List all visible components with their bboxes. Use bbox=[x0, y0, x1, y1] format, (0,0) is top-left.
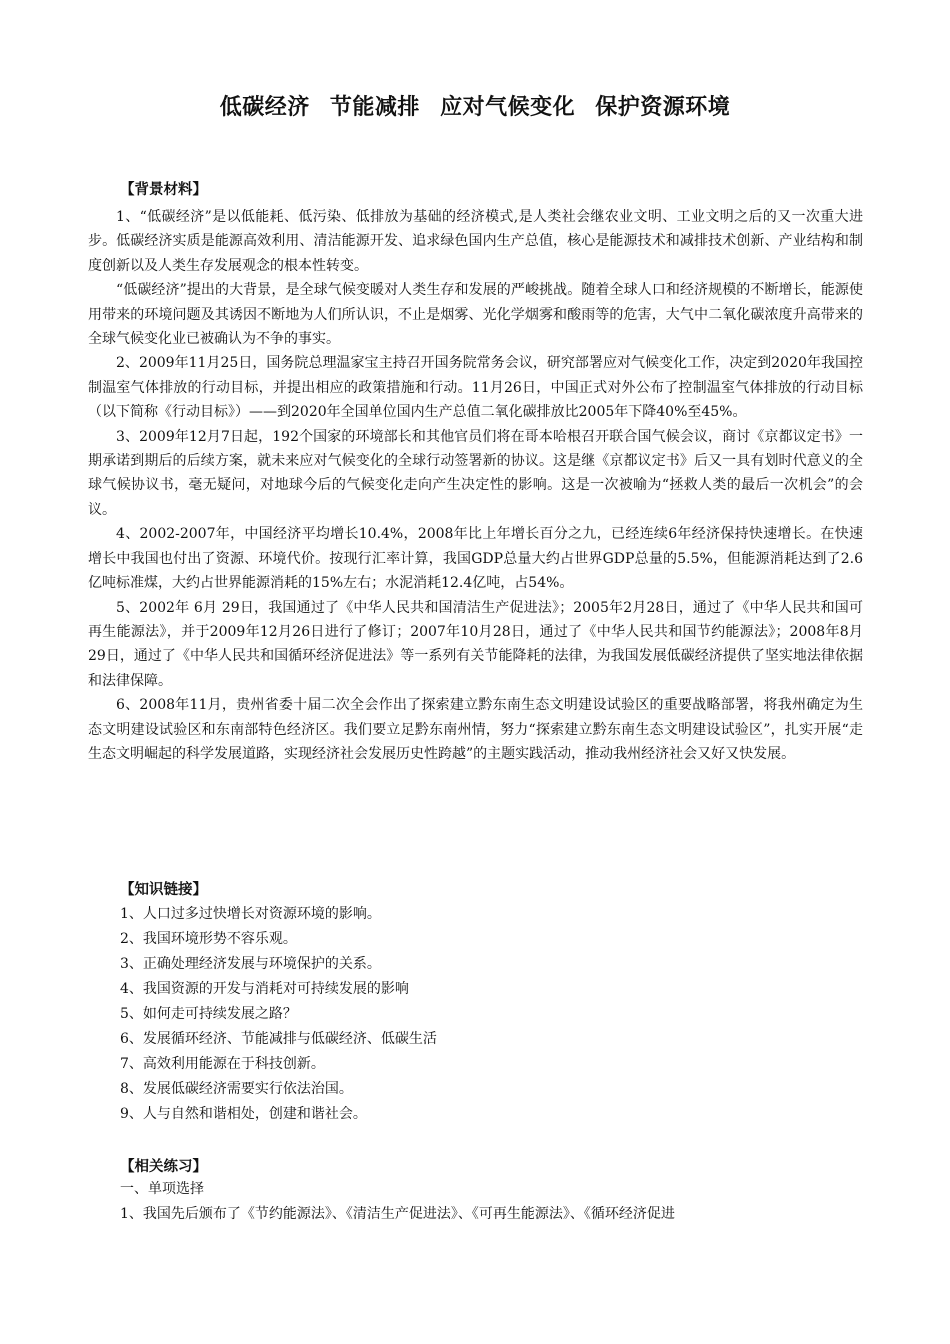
exercise-heading: 【相关练习】 bbox=[120, 1158, 207, 1175]
background-paragraph: 2、2009年11月25日，国务院总理温家宝主持召开国务院常务会议，研究部署应对气候变化工作，决定到2020年我国控制温室气体排放的行动目标，并提出相应的政策措施和行动。11月26日，中国正式对外公布了控制温室气体排放的行动目标（以下简称《行动目标》）——到2020年全国单位国内生产总值二氧化碳排放比2005年下降40%至45%。 bbox=[88, 355, 863, 421]
list-item: 9、人与自然和谐相处，创建和谐社会。 bbox=[120, 1106, 367, 1122]
list-item: 3、正确处理经济发展与环境保护的关系。 bbox=[120, 956, 381, 972]
exercise-question: 1、我国先后颁布了《节约能源法》、《清洁生产促进法》、《可再生能源法》、《循环经济促进 bbox=[120, 1206, 675, 1222]
exercise-section bbox=[120, 1177, 865, 1227]
knowledge-list bbox=[120, 902, 860, 1127]
background-paragraph: 3、2009年12月7日起，192个国家的环境部长和其他官员们将在哥本哈根召开联合国气候会议，商讨《京都议定书》一期承诺到期后的后续方案，就未来应对气候变化的全球行动签署新的协议。这是继《京都议定书》后又一具有划时代意义的全球气候协议书，毫无疑问，对地球今后的气候变化走向产生决定性的影响。这是一次被喻为“拯救人类的最后一次机会”的会议。 bbox=[88, 428, 863, 518]
list-item: 2、我国环境形势不容乐观。 bbox=[120, 931, 297, 947]
background-paragraph: 5、2002年 6月 29日，我国通过了《中华人民共和国清洁生产促进法》；2005年2月28日，通过了《中华人民共和国可再生能源法》，并于2009年12月26日进行了修订；2007年10月28日，通过了《中华人民共和国节约能源法》；2008年8月29日，通过了《中华人民共和国循环经济促进法》等一系列有关节能降耗的法律，为我国发展低碳经济提供了坚实地法律依据和法律保障。 bbox=[88, 599, 863, 689]
list-item: 5、如何走可持续发展之路？ bbox=[120, 1006, 297, 1022]
background-paragraph: “低碳经济”提出的大背景，是全球气候变暖对人类生存和发展的严峻挑战。随着全球人口和经济规模的不断增长，能源使用带来的环境问题及其诱因不断地为人们所认识，不止是烟雾、光化学烟雾和酸雨等的危害，大气中二氧化碳浓度升高带来的全球气候变化业已被确认为不争的事实。 bbox=[88, 282, 863, 348]
document-title bbox=[0, 90, 950, 121]
exercise-subheading: 一、单项选择 bbox=[120, 1181, 204, 1197]
list-item: 4、我国资源的开发与消耗对可持续发展的影响 bbox=[120, 981, 409, 997]
background-paragraph: 6、2008年11月，贵州省委十届二次全会作出了探索建立黔东南生态文明建设试验区的重要战略部署，将我州确定为生态文明建设试验区和东南部特色经济区。我们要立足黔东南州情，努力“探索建立黔东南生态文明建设试验区”，扎实开展“走生态文明崛起的科学发展道路，实现经济社会发展历史性跨越”的主题实践活动，推动我州经济社会又好又快发展。 bbox=[88, 697, 863, 762]
list-item: 8、发展低碳经济需要实行依法治国。 bbox=[120, 1081, 353, 1097]
knowledge-heading: 【知识链接】 bbox=[120, 881, 207, 898]
background-paragraph: 1、“低碳经济”是以低能耗、低污染、低排放为基础的经济模式,是人类社会继农业文明、工业文明之后的又一次重大进步。低碳经济实质是能源高效利用、清洁能源开发、追求绿色国内生产总值，核心是能源技术和减排技术创新、产业结构和制度创新以及人类生存发展观念的根本性转变。 bbox=[88, 209, 863, 274]
list-item: 1、人口过多过快增长对资源环境的影响。 bbox=[120, 906, 381, 922]
background-heading: 【背景材料】 bbox=[120, 181, 207, 198]
title-part-4: 保护资源环境 bbox=[595, 95, 731, 120]
background-section bbox=[88, 205, 863, 766]
title-part-3: 应对气候变化 bbox=[440, 95, 576, 120]
list-item: 6、发展循环经济、节能减排与低碳经济、低碳生活 bbox=[120, 1031, 437, 1047]
background-paragraph: 4、2002-2007年，中国经济平均增长10.4%，2008年比上年增长百分之九，已经连续6年经济保持快速增长。在快速增长中我国也付出了资源、环境代价。按现行汇率计算，我国GDP总量大约占世界GDP总量的5.5%，但能源消耗达到了2.6亿吨标准煤，大约占世界能源消耗的15%左右；水泥消耗12.4亿吨，占54%。 bbox=[88, 526, 863, 592]
title-part-2: 节能减排 bbox=[329, 95, 420, 120]
title-part-1: 低碳经济 bbox=[219, 95, 310, 120]
list-item: 7、高效利用能源在于科技创新。 bbox=[120, 1056, 325, 1072]
